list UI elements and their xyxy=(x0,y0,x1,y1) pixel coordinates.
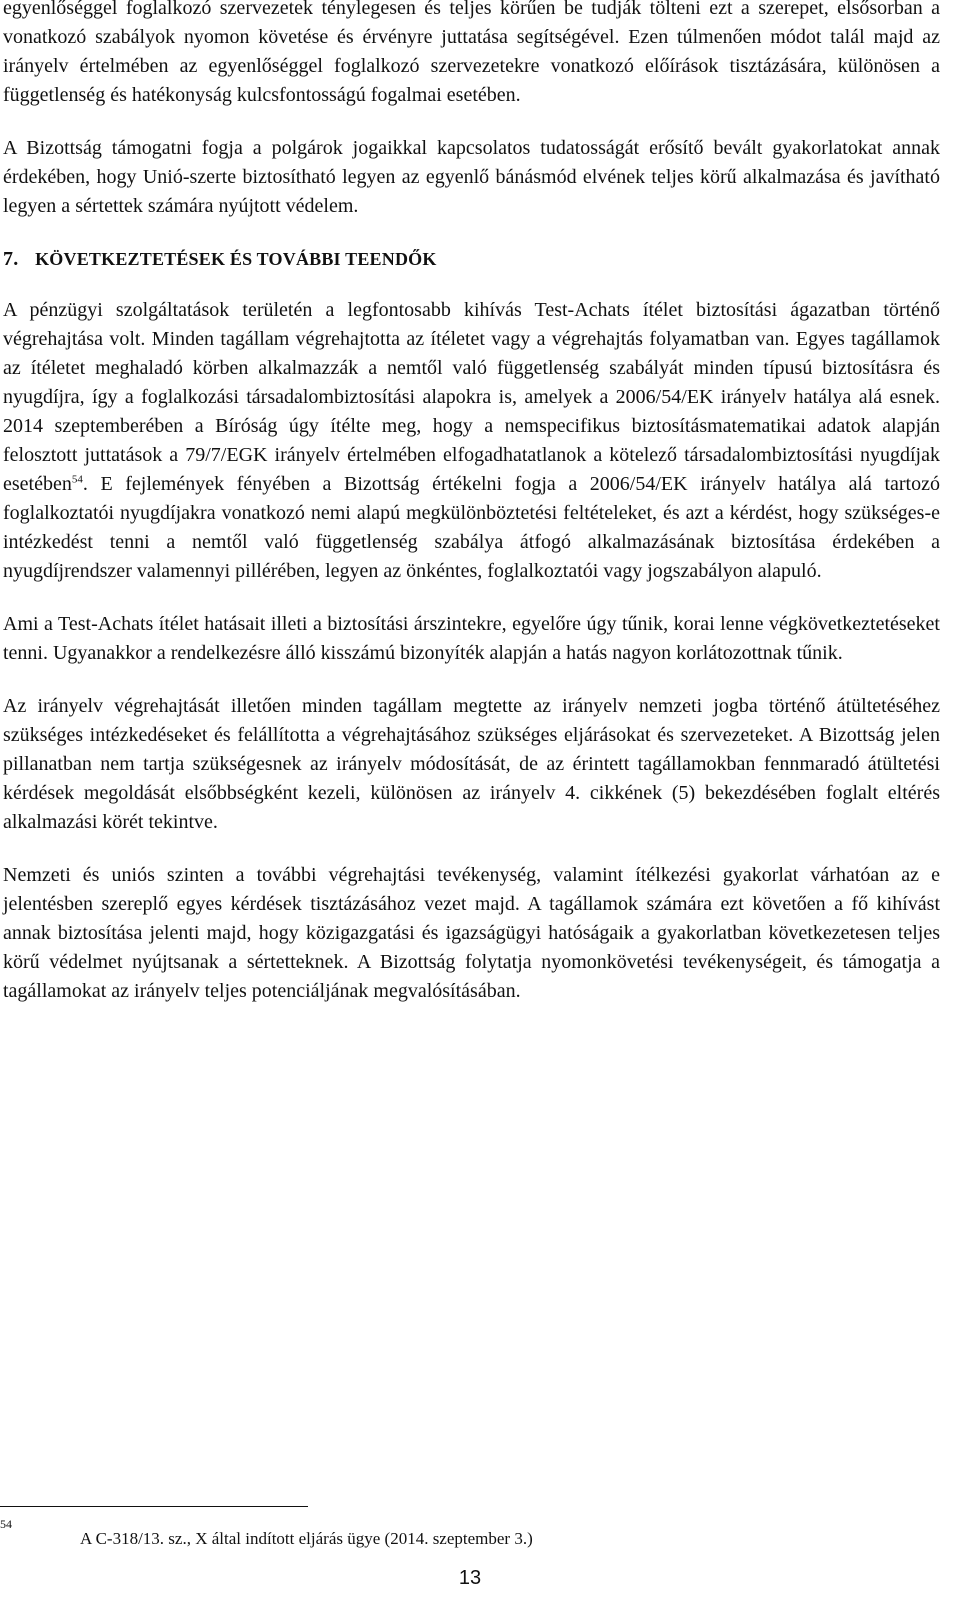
paragraph-directive-implementation: Az irányelv végrehajtását illetően minden tagállam megtette az irányelv nemzeti jogba történő átültetéséhez szükséges intézkedéseket és felállította a végrehajtásához szükséges eljárásokat és szervezeteket. A Bizottság jelen pillanatban nem tartja szükségesnek az irányelv módosítását, de az érintett tagállamokban fennmaradó átültetési kérdések megoldását elsőbbségként kezeli, különösen az irányelv 4. cikkének (5) bekezdésében foglalt eltérés alkalmazási körét tekintve. xyxy=(3,695,940,833)
footnote-text: A C-318/13. sz., X által indított eljárás ügye (2014. szeptember 3.) xyxy=(80,1529,533,1548)
paragraph-further-activity: Nemzeti és uniós szinten a további végrehajtási tevékenység, valamint ítélkezési gyakorlat várhatóan az e jelentésben szereplő egyes kérdések tisztázásához vezet majd. A tagállamok számára ezt követően a fő kihívást annak biztosítása jelenti majd, hogy közigazgatási és igazságügyi hatóságaik a gyakorlatban következetesen teljes körű védelmet nyújtsanak a sértetteknek. A Bizottság folytatja nyomonkövetési tevékenységeit, és támogatja a tagállamokat az irányelv teljes potenciáljának megvalósításában. xyxy=(3,864,940,1002)
page-number: 13 xyxy=(458,1567,482,1589)
footnote-number: 54 xyxy=(0,1517,12,1531)
footnote-reference: 54 xyxy=(71,473,83,486)
footnote xyxy=(0,1518,940,1550)
paragraph-awareness-practices: A Bizottság támogatni fogja a polgárok jogaikkal kapcsolatos tudatosságát erősítő bevált gyakorlatokat annak érdekében, hogy Unió-szerte biztosítható legyen az egyenlő bánásmód elvének teljes körű alkalmazása és javítható legyen a sértettek számára nyújtott védelem. xyxy=(3,137,940,217)
footnote-divider xyxy=(0,1506,308,1507)
document-body xyxy=(3,0,940,1030)
paragraph-test-achats-effects: Ami a Test-Achats ítélet hatásait illeti a biztosítási árszintekre, egyelőre úgy tűnik, korai lenne végkövetkeztetéseket tenni. Ugyanakkor a rendelkezésre álló kisszámú bizonyíték alapján a hatás nagyon korlátozottnak tűnik. xyxy=(3,613,940,664)
paragraph-financial-services-part-b: . E fejlemények fényében a Bizottság értékelni fogja a 2006/54/EK irányelv hatálya alá tartozó foglalkoztatói nyugdíjakra vonatkozó nemi alapú megkülönböztetési feltételeket, és azt a kérdést, hogy szükséges-e intézkedést tenni a nemtől való függetlenség szabálya átfogó alkalmazásának biztosítása érdekében a nyugdíjrendszer valamennyi pillérében, legyen az önkéntes, foglalkoztatói vagy jogszabályon alapuló. xyxy=(3,473,940,582)
paragraph-financial-services-part-a: A pénzügyi szolgáltatások területén a legfontosabb kihívás Test-Achats ítélet biztosítási ágazatban történő végrehajtása volt. Minden tagállam végrehajtotta az ítéletet vagy a végrehajtás folyamatban van. Egyes tagállamok az ítéletet meghaladó körben alkalmazzák a nemtől való függetlenség szabályát minden típusú biztosításra és nyugdíjra, így a foglalkozási társadalombiztosítási alapokra is, amelyek a 2006/54/EK irányelv hatálya alá esnek. 2014 szeptemberében a Bíróság úgy ítélte meg, hogy a nemspecifikus biztosításmatematikai adatok alapján felosztott juttatások a 79/7/EGK irányelv értelmében elfogadhatatlanok a kötelező társadalombiztosítási nyugdíjak esetében xyxy=(3,299,940,495)
section-heading xyxy=(3,245,940,274)
paragraph-financial-services xyxy=(3,296,940,586)
paragraph-equality-bodies: egyenlőséggel foglalkozó szervezetek ténylegesen és teljes körűen be tudják tölteni ezt a szerepet, elsősorban a vonatkozó szabályok nyomon követése és érvényre juttatása segítségével. Ezen túlmenően módot talál majd az irányelv értelmében az egyenlőséggel foglalkozó szervezetekre vonatkozó előírások tisztázására, különösen a függetlenség és hatékonyság kulcsfontosságú fogalmai esetében. xyxy=(3,0,940,106)
section-title: KÖVETKEZTETÉSEK ÉS TOVÁBBI TEENDŐK xyxy=(35,249,437,269)
section-number: 7. xyxy=(3,248,19,270)
